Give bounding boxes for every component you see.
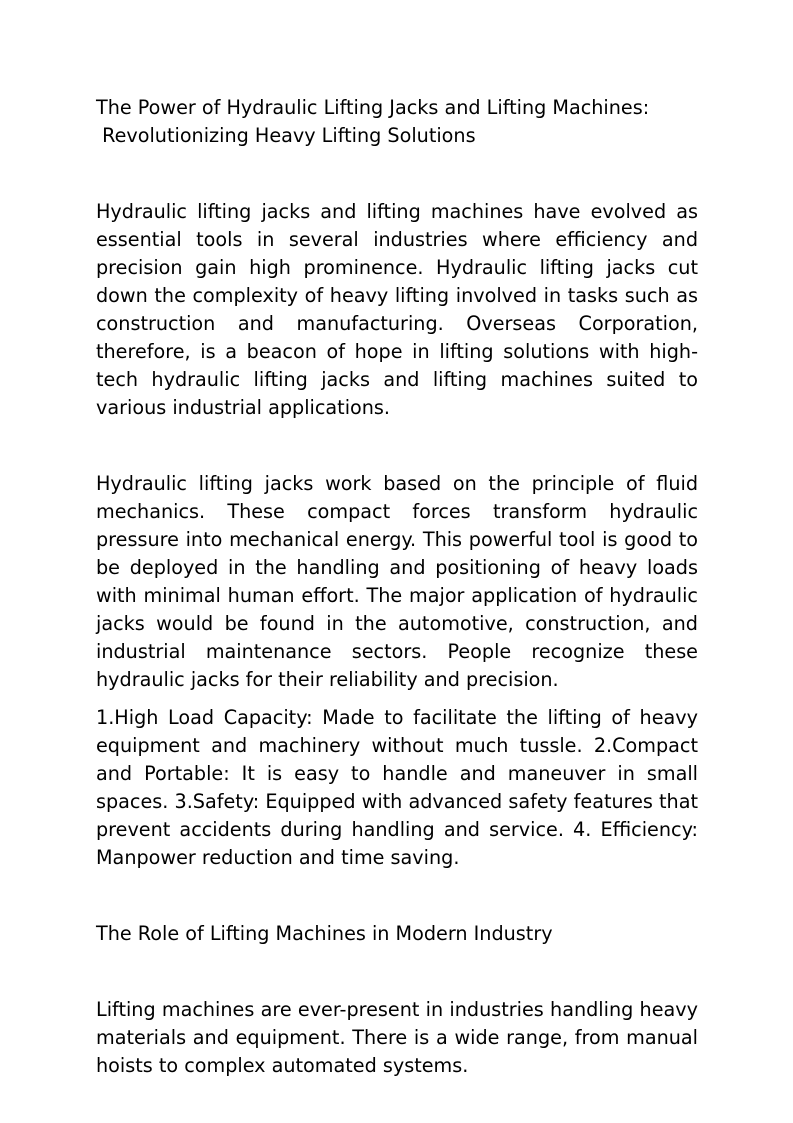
document-title — [96, 94, 698, 150]
paragraph-features-list: 1.High Load Capacity: Made to facilitate the lifting of heavy equipment and machinery without much tussle. 2.Compact and Portable: It is easy to handle and maneuver in small spaces. 3.Safety: Equipped with advanced safety features that prevent accidents during handling and service. 4. Efficiency: Manpower reduction and time saving. — [96, 706, 698, 869]
section-heading-lifting-machines: The Role of Lifting Machines in Modern Industry — [96, 922, 553, 945]
document-page — [96, 94, 698, 1080]
paragraph-intro: Hydraulic lifting jacks and lifting machines have evolved as essential tools in several industries where efficiency and precision gain high prominence. Hydraulic lifting jacks cut down the complexity of heavy lifting involved in tasks such as construction and manufacturing. Overseas Corporation, therefore, is a beacon of hope in lifting solutions with high-tech hydraulic lifting jacks and lifting machines suited to various industrial applications. — [96, 200, 698, 419]
title-line-2: Revolutionizing Heavy Lifting Solutions — [96, 124, 476, 147]
spacer — [96, 150, 698, 198]
spacer — [96, 872, 698, 920]
spacer — [96, 948, 698, 996]
spacer — [96, 694, 698, 704]
paragraph-hydraulic-jacks: Hydraulic lifting jacks work based on the principle of fluid mechanics. These compact forces transform hydraulic pressure into mechanical energy. This powerful tool is good to be deployed in the handling and positioning of heavy loads with minimal human effort. The major application of hydraulic jacks would be found in the automotive, construction, and industrial maintenance sectors. People recognize these hydraulic jacks for their reliability and precision. — [96, 472, 698, 691]
spacer — [96, 422, 698, 470]
paragraph-lifting-machines: Lifting machines are ever-present in industries handling heavy materials and equipment. There is a wide range, from manual hoists to complex automated systems. — [96, 998, 698, 1077]
title-line-1: The Power of Hydraulic Lifting Jacks and Lifting Machines: — [96, 96, 650, 119]
